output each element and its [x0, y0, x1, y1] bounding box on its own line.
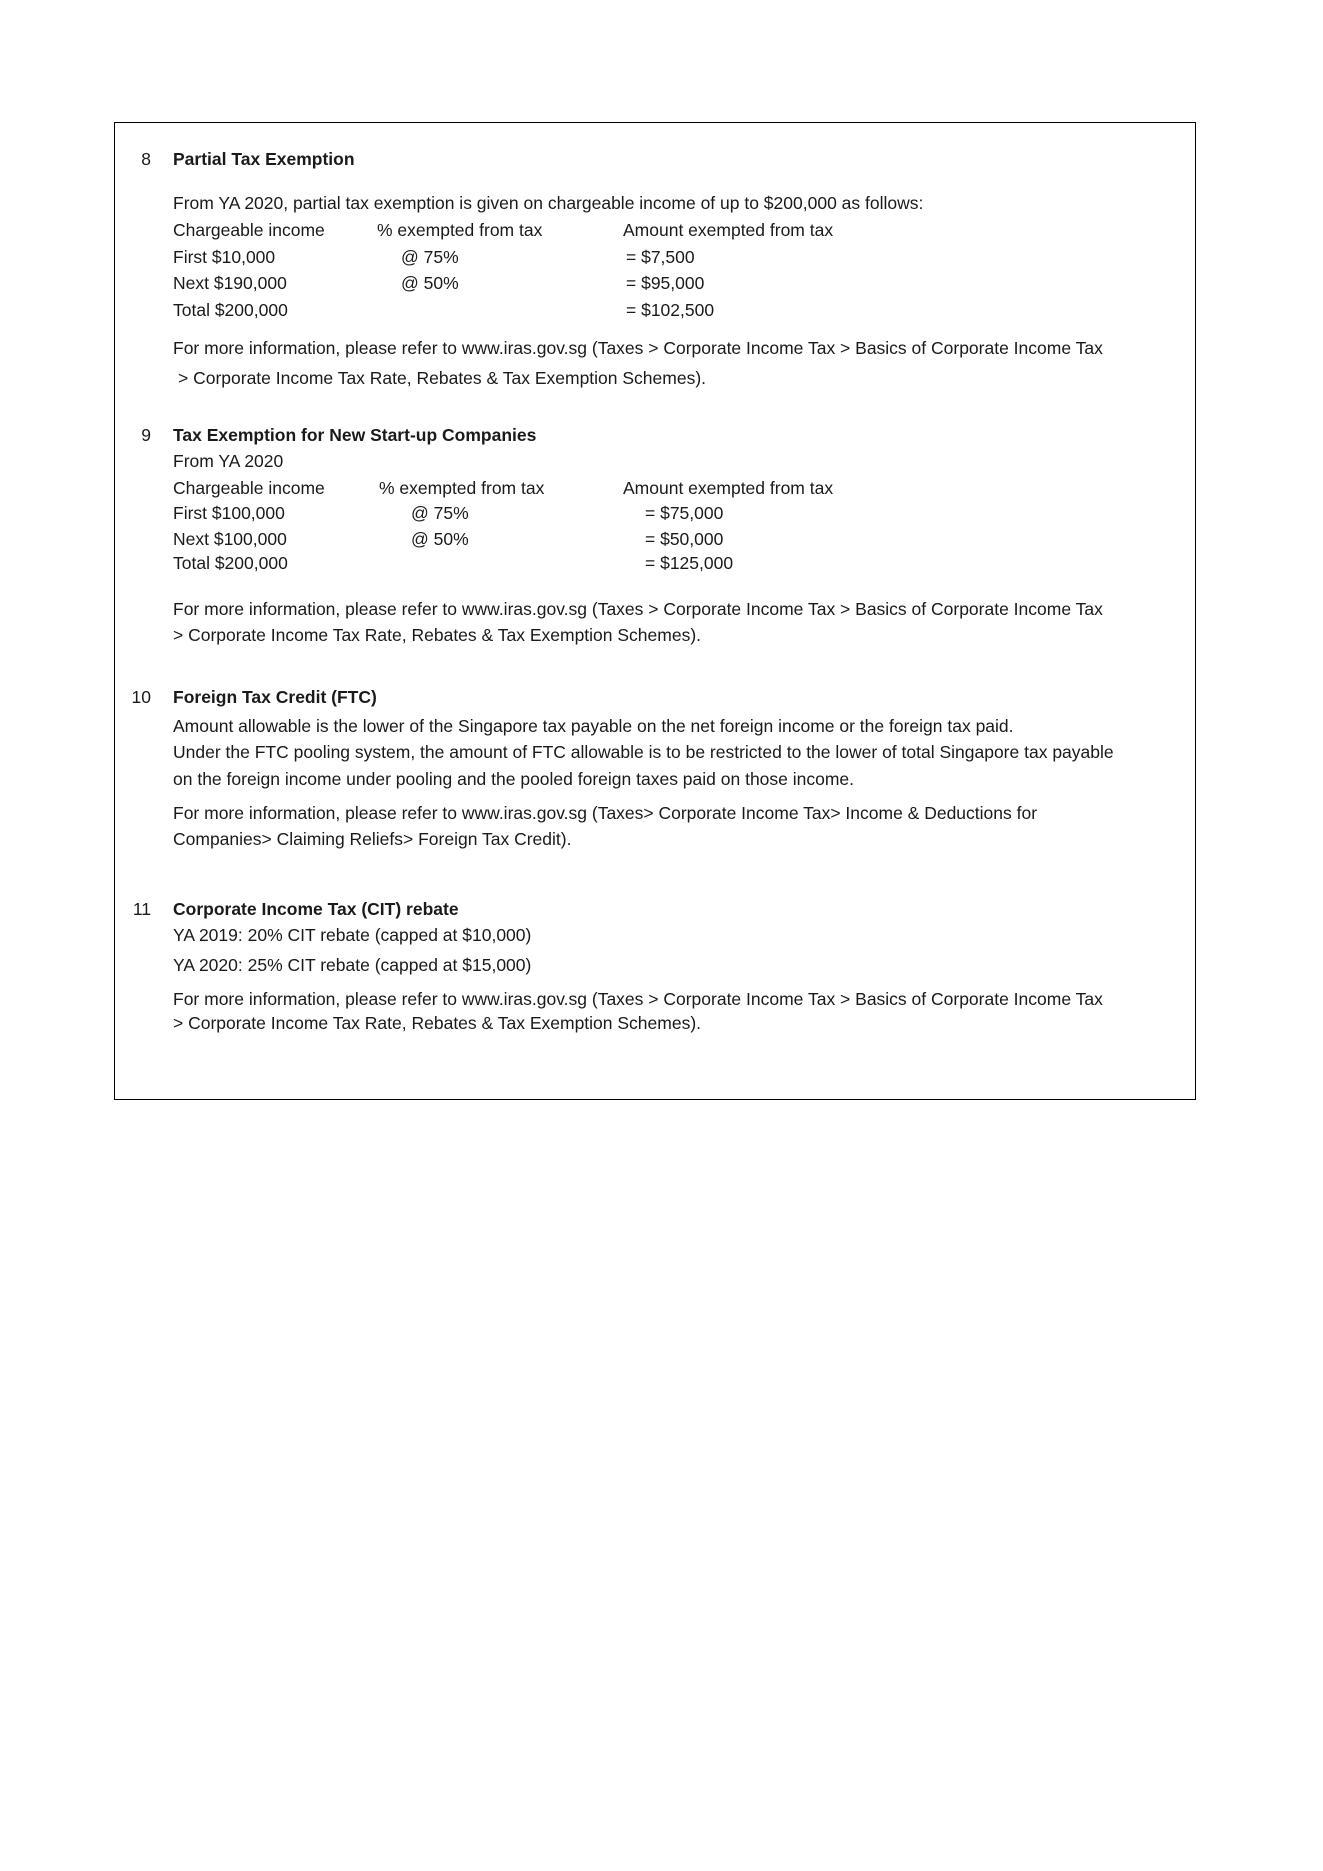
section-8-title: Partial Tax Exemption — [173, 149, 355, 169]
section-8-row2-amount: = $95,000 — [626, 273, 705, 293]
section-8-header-amount: Amount exempted from tax — [623, 220, 834, 240]
section-9-header-percent: % exempted from tax — [379, 478, 545, 498]
section-8-row2-income: Next $190,000 — [173, 273, 287, 293]
section-8-info-line2: > Corporate Income Tax Rate, Rebates & Tax Exemption Schemes). — [178, 368, 707, 388]
section-9-row3-amount: = $125,000 — [645, 553, 734, 573]
section-9-row1-income: First $100,000 — [173, 503, 285, 523]
section-8-number: 8 — [141, 149, 151, 169]
section-9-row2-income: Next $100,000 — [173, 529, 287, 549]
section-11-body-line2: YA 2020: 25% CIT rebate (capped at $15,000) — [173, 955, 532, 975]
section-10-info-line1: For more information, please refer to www.iras.gov.sg (Taxes> Corporate Income Tax> Income & Deductions for — [173, 803, 1038, 823]
section-11-title: Corporate Income Tax (CIT) rebate — [173, 899, 459, 919]
section-8-info-line1: For more information, please refer to www.iras.gov.sg (Taxes > Corporate Income Tax > Basics of Corporate Income Tax — [173, 338, 1103, 358]
section-8-row2-percent: @ 50% — [401, 273, 459, 293]
section-9-intro: From YA 2020 — [173, 451, 284, 471]
section-10-body-line1: Amount allowable is the lower of the Singapore tax payable on the net foreign income or the foreign tax paid. — [173, 716, 1014, 736]
section-9-row2-percent: @ 50% — [411, 529, 469, 549]
section-8-row3-amount: = $102,500 — [626, 300, 715, 320]
section-9-row1-amount: = $75,000 — [645, 503, 724, 523]
section-10-info-line2: Companies> Claiming Reliefs> Foreign Tax Credit). — [173, 829, 572, 849]
section-8-row1-amount: = $7,500 — [626, 247, 695, 267]
section-11-number: 11 — [132, 899, 151, 919]
section-8-row1-income: First $10,000 — [173, 247, 276, 267]
section-10-title: Foreign Tax Credit (FTC) — [173, 687, 377, 707]
section-11-info-line2: > Corporate Income Tax Rate, Rebates & Tax Exemption Schemes). — [173, 1013, 702, 1033]
section-9-row3-income: Total $200,000 — [173, 553, 288, 573]
section-8-header-income: Chargeable income — [173, 220, 325, 240]
section-9-info-line2: > Corporate Income Tax Rate, Rebates & Tax Exemption Schemes). — [173, 625, 702, 645]
section-9-row1-percent: @ 75% — [411, 503, 469, 523]
section-9-header-amount: Amount exempted from tax — [623, 478, 834, 498]
section-9-info-line1: For more information, please refer to www.iras.gov.sg (Taxes > Corporate Income Tax > Basics of Corporate Income Tax — [173, 599, 1103, 619]
section-10-number: 10 — [131, 687, 151, 707]
section-8-intro: From YA 2020, partial tax exemption is given on chargeable income of up to $200,000 as follows: — [173, 193, 924, 213]
section-11-body-line1: YA 2019: 20% CIT rebate (capped at $10,000) — [173, 925, 532, 945]
section-9-title: Tax Exemption for New Start-up Companies — [173, 425, 537, 445]
section-10-body-line2: Under the FTC pooling system, the amount of FTC allowable is to be restricted to the lower of total Singapore tax payable — [173, 742, 1114, 762]
section-8-row3-income: Total $200,000 — [173, 300, 288, 320]
section-11-info-line1: For more information, please refer to www.iras.gov.sg (Taxes > Corporate Income Tax > Basics of Corporate Income Tax — [173, 989, 1103, 1009]
section-9-header-income: Chargeable income — [173, 478, 325, 498]
section-10-body-line3: on the foreign income under pooling and the pooled foreign taxes paid on those income. — [173, 769, 855, 789]
section-9-row2-amount: = $50,000 — [645, 529, 724, 549]
section-8-header-percent: % exempted from tax — [377, 220, 543, 240]
section-8-row1-percent: @ 75% — [401, 247, 459, 267]
section-9-number: 9 — [141, 425, 151, 445]
